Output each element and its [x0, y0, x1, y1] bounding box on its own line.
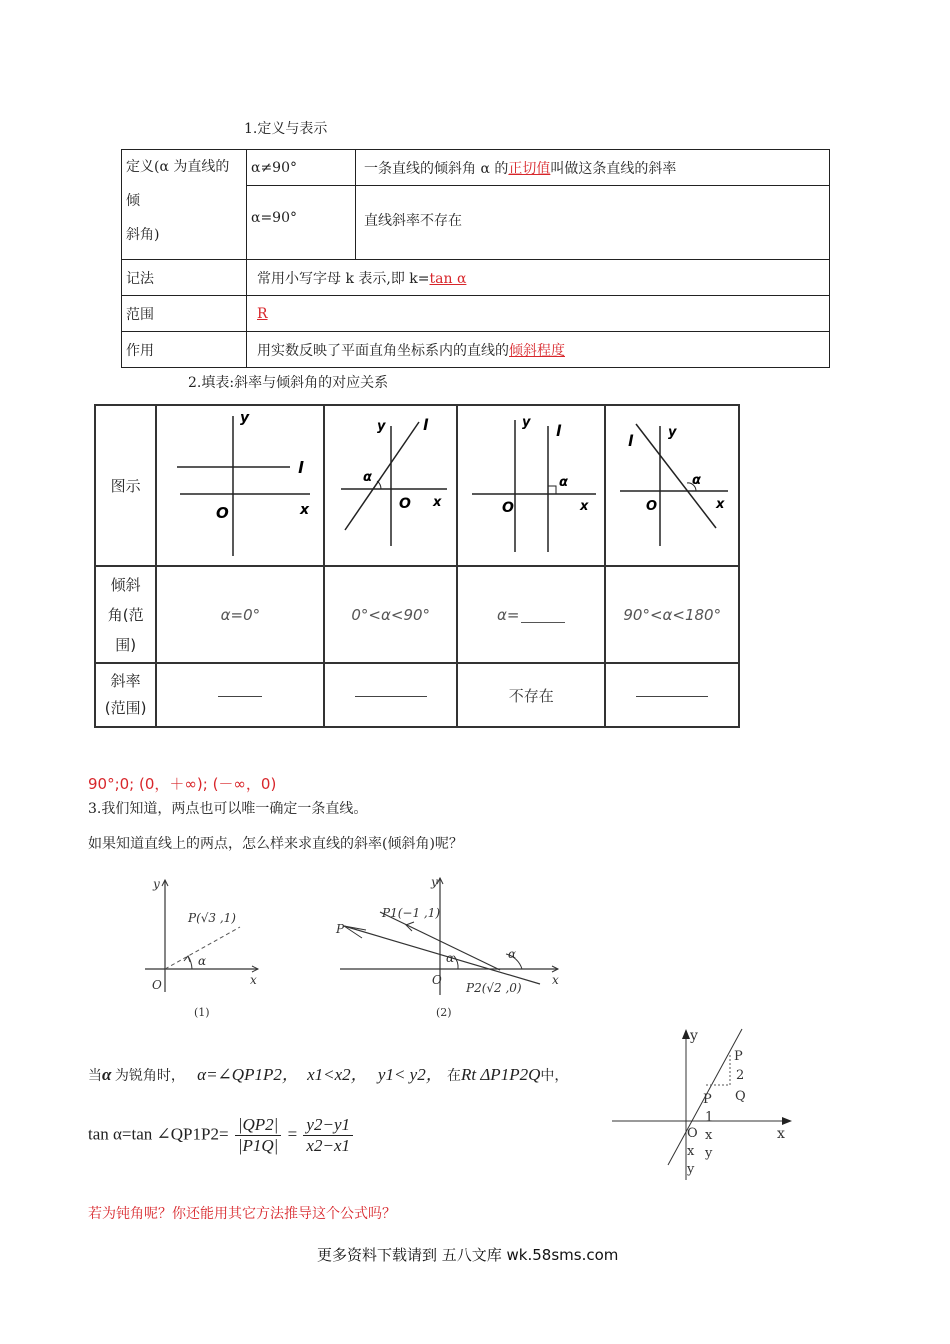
x-axis-label: x [716, 497, 725, 512]
figure-obtuse-line [605, 405, 739, 566]
y-axis-label: y [376, 419, 386, 434]
figure-2 [330, 870, 570, 1025]
section-3-line-1: 3.我们知道，两点也可以唯一确定一条直线。 [88, 801, 368, 817]
use-content: 用实数反映了平面直角坐标系内的直线的倾斜程度 [247, 332, 830, 368]
alpha-label-1: α [446, 951, 455, 965]
y-axis-label: y [690, 1028, 698, 1044]
definition-label-line3: 斜角) [126, 227, 160, 243]
answer-blank [521, 622, 565, 623]
range-answer: R [257, 305, 268, 322]
obtuse-question: 若为钝角呢？你还能用其它方法推导这个公式吗？ [88, 1206, 396, 1222]
figure-row-label: 图示 [95, 405, 156, 566]
p1-label-p: P [703, 1092, 712, 1107]
x-axis-label: x [777, 1126, 785, 1142]
origin-label: O [646, 499, 658, 514]
notation-content: 常用小写字母 k 表示,即 k=tan α [247, 260, 830, 296]
slope-cell-1 [156, 663, 324, 727]
origin-label: O [501, 500, 514, 516]
alpha-label-2: α [508, 947, 517, 961]
obtuse-line-graph [608, 406, 736, 561]
acute-line-graph [327, 406, 455, 561]
point-p-label: P(√3 ,1) [188, 911, 236, 925]
slope-angle-table [94, 404, 740, 728]
origin-label: O [687, 1126, 698, 1141]
use-label: 作用 [122, 332, 247, 368]
side-figure [610, 1025, 800, 1185]
section-3-line-2: 如果知道直线上的两点，怎么样来求直线的斜率(倾斜角)呢？ [88, 836, 463, 852]
figure-vertical-line [457, 405, 605, 566]
footer-download-link[interactable]: 更多资料下载请到 五八文库 wk.58sms.com [317, 1246, 619, 1264]
vertical-line-graph [460, 406, 603, 561]
x-axis-label: x [432, 495, 442, 510]
figure-1-caption: (1) [194, 1006, 210, 1019]
tangent-value-answer: 正切值 [508, 160, 551, 177]
answer-key: 90°;0; (0，＋∞); (－∞，0) [88, 775, 277, 793]
y-axis-label: y [668, 425, 677, 440]
alpha-label: α [198, 954, 207, 968]
p1-label-y: y [705, 1146, 713, 1161]
x-axis-label: x [552, 973, 559, 987]
definition-label-line1: 定义(α 为直线的 [126, 159, 230, 175]
figure-1 [140, 872, 270, 1022]
slope-not-exist: 直线斜率不存在 [356, 186, 830, 260]
definition-table [121, 149, 830, 368]
slope-cell-4 [605, 663, 739, 727]
section-1-title: 1.定义与表示 [244, 121, 328, 137]
q-label: Q [735, 1089, 746, 1104]
angle-row-label: 倾斜角(范围) [95, 566, 156, 663]
line-label: l [555, 422, 561, 440]
line-label: l [422, 416, 428, 434]
alpha-label: α [362, 470, 372, 485]
angle-cell-4: 90°<α<180° [605, 566, 739, 663]
alpha-label: α [692, 473, 702, 488]
range-label: 范围 [122, 296, 247, 332]
slope-row-label: 斜率(范围) [95, 663, 156, 727]
fraction-lengths: $\frac{|QP2|}{|P1Q|}$ [235, 1115, 282, 1156]
inclination-degree-answer: 倾斜程度 [509, 342, 565, 359]
y-axis-label: y [431, 875, 438, 889]
p2-label-p: P [734, 1049, 743, 1064]
slope-formula: tan α=tan ∠QP1P2= $\frac{|QP2|}{|P1Q|}$ = $\frac{y2-y1}{x2-x1}$ [88, 1115, 355, 1156]
horizontal-line-graph [160, 406, 320, 561]
slope-definition: 一条直线的倾斜角 α 的正切值叫做这条直线的斜率 [356, 150, 830, 186]
origin-label: O [216, 504, 230, 522]
x-axis-label: x [250, 973, 257, 987]
origin-label: O [432, 973, 442, 987]
slope-cell-3: 不存在 [457, 663, 605, 727]
x-axis-label: x [300, 502, 310, 518]
origin-label: O [398, 496, 411, 512]
range-content [247, 296, 830, 332]
section-2-title: 2.填表:斜率与倾斜角的对应关系 [188, 375, 389, 391]
origin-y-label: y [687, 1162, 695, 1177]
condition-not-90: α≠90° [247, 150, 356, 186]
point-p-label: P [336, 922, 345, 936]
acute-angle-condition: 当α 为锐角时， α=∠QP1P2， x1<x2， y1< y2， 在Rt ΔP1P2Q中， [88, 1065, 569, 1084]
angle-cell-3: α= [457, 566, 605, 663]
figure-2-caption: (2) [436, 1006, 452, 1019]
p1-label-sub: 1 [705, 1110, 714, 1125]
figure-horizontal-line [156, 405, 324, 566]
notation-label: 记法 [122, 260, 247, 296]
tan-alpha-answer: tan α [429, 270, 467, 287]
y-axis-label: y [153, 877, 160, 891]
slope-cell-2 [324, 663, 457, 727]
angle-cell-1: α=0° [156, 566, 324, 663]
y-axis-label: y [240, 410, 250, 426]
line-label: l [298, 458, 304, 477]
alpha-label: α [558, 475, 568, 490]
origin-label: O [152, 978, 162, 992]
x-axis-label: x [579, 499, 589, 514]
point-p1-label: P1(−1 ,1) [382, 906, 441, 920]
p2-label-sub: 2 [736, 1068, 745, 1083]
y-axis-label: y [521, 415, 531, 430]
fraction-coordinates: $\frac{y2-y1}{x2-x1}$ [303, 1115, 353, 1156]
line-label: l [628, 432, 634, 450]
definition-label-line2: 倾 [126, 193, 140, 209]
origin-x-label: x [687, 1144, 695, 1159]
condition-equal-90: α=90° [247, 186, 356, 260]
definition-label-cell [122, 150, 247, 260]
angle-cell-2: 0°<α<90° [324, 566, 457, 663]
point-p2-label: P2(√2 ,0) [466, 981, 522, 995]
p1-label-x: x [705, 1128, 713, 1143]
figure-acute-line [324, 405, 457, 566]
